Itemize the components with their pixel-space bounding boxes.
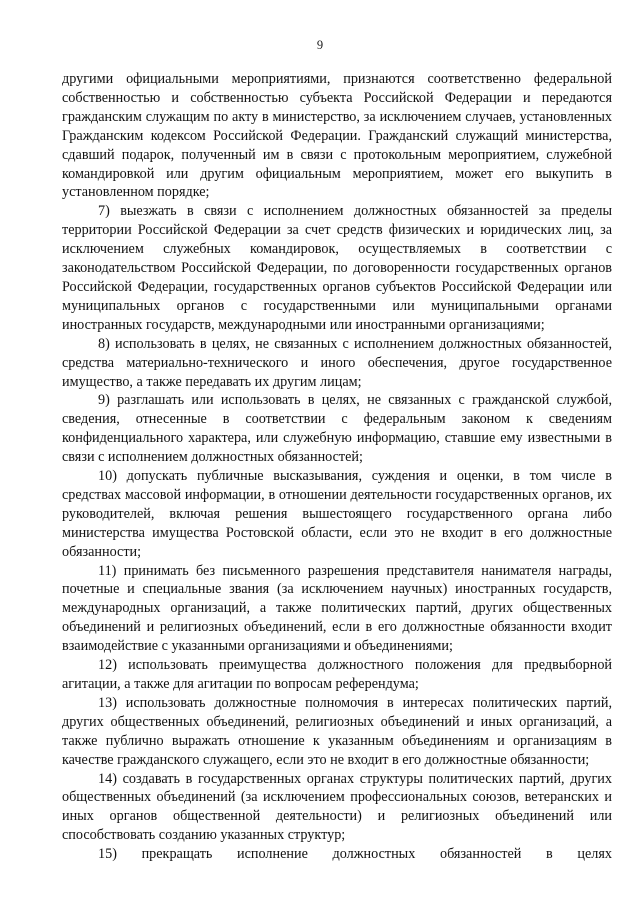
paragraph-item-9: 9) разглашать или использовать в целях, не связанных с гражданской службой, сведения, отнесенные в соответствии с федеральным законом к сведениям конфиденциального характера, или служебную информацию, ставшие ему известными в связи с исполнением должностных обязанностей;: [62, 392, 612, 466]
page-number: 9: [316, 38, 324, 52]
paragraph-item-10: 10) допускать публичные высказывания, суждения и оценки, в том числе в средствах массовой информации, в отношении деятельности государственных органов, их руководителей, включая решения вышестоящего государственного органа либо министерства имущества Ростовской области, если это не входит в его должностные обязанности;: [62, 468, 612, 560]
paragraph-item-8: 8) использовать в целях, не связанных с исполнением должностных обязанностей, средства материально-технического и иного обеспечения, другое государственное имущество, а также передавать их другим лицам;: [62, 335, 612, 390]
paragraph-item-14: 14) создавать в государственных органах структуры политических партий, других общественных объединений (за исключением профессиональных союзов, ветеранских и иных органов общественной деятельности) и религиозных объединений или способствовать созданию указанных структур;: [62, 770, 612, 844]
paragraph-item-11: 11) принимать без письменного разрешения представителя нанимателя награды, почетные и специальные звания (за исключением научных) иностранных государств, международных организаций, а также политических партий, других общественных объединений и религиозных объединений, если в его должностные обязанности входит взаимодействие с указанными организациями и объединениями;: [62, 562, 612, 655]
paragraph-item-15: 15) прекращать исполнение должностных обязанностей в целях: [98, 846, 612, 863]
paragraph-item-12: 12) использовать преимущества должностного положения для предвыборной агитации, а также для агитации по вопросам референдума;: [62, 657, 612, 692]
document-body: [62, 70, 612, 864]
paragraph-item-7: 7) выезжать в связи с исполнением должностных обязанностей за пределы территории Российской Федерации за счет средств физических и юридических лиц, за исключением служебных командировок, осуществляемых в соответствии с законодательством Российской Федерации, по договоренности государственных органов Российской Федерации, государственных органов субъектов Российской Федерации или муниципальных органов с государственными или муниципальными органами иностранных государств, международными или иностранными организациями;: [62, 203, 612, 333]
paragraph-continuation: другими официальными мероприятиями, признаются соответственно федеральной собственностью и собственностью субъекта Российской Федерации и передаются гражданским служащим по акту в министерство, за исключением случаев, установленных Гражданским кодексом Российской Федерации. Гражданский служащий министерства, сдавший подарок, полученный им в связи с протокольным мероприятием, служебной командировкой или другим официальным мероприятием, может его выкупить в установленном порядке;: [62, 71, 612, 201]
paragraph-item-13: 13) использовать должностные полномочия в интересах политических партий, других общественных объединений, религиозных объединений и иных организаций, а также публично выражать отношение к указанным объединениям и организациям в качестве гражданского служащего, если это не входит в его должностные обязанности;: [62, 694, 612, 768]
